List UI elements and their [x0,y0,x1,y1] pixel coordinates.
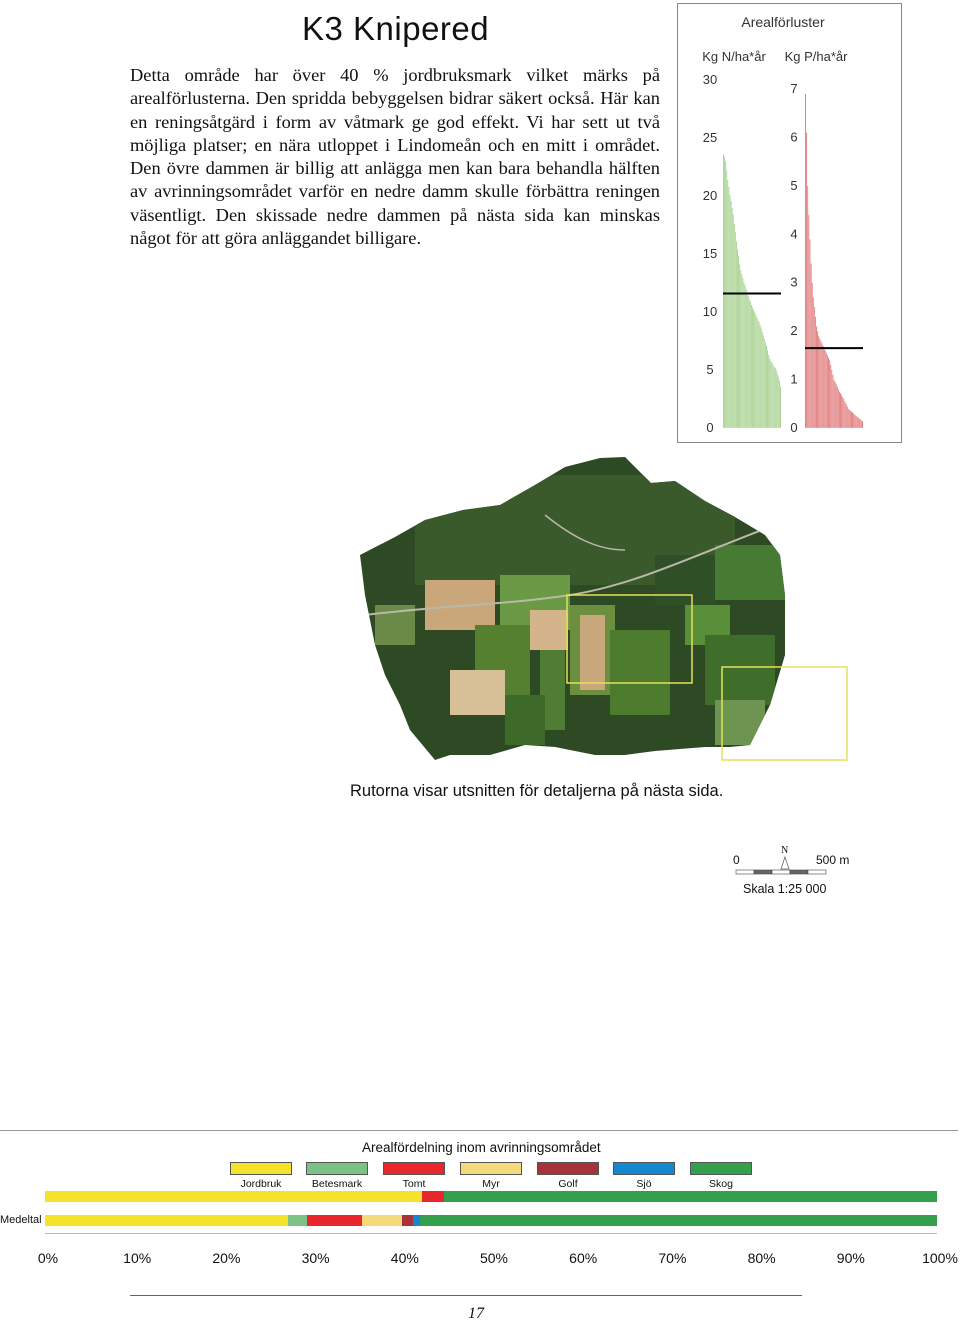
loss-bar [775,368,776,428]
legend-item [690,1162,752,1190]
loss-bar [831,370,832,428]
y-tick-label: 5 [706,362,714,377]
loss-bar [832,375,833,428]
loss-bar [744,285,745,428]
loss-bar [829,360,830,428]
loss-bar [812,283,813,428]
loss-bar [767,350,768,428]
loss-bar [765,342,766,428]
legend-item [613,1162,675,1190]
loss-bar [853,413,854,428]
loss-bar [747,292,748,428]
y-tick-label: 20 [702,188,718,203]
loss-bar [809,239,810,428]
legend-item [460,1162,522,1190]
loss-bar [820,341,821,428]
body-paragraph: Detta område har över 40 % jordbruksmark vilket märks på arealförlusterna. Den spridda bebyggelsen bidrar säkert också. Här kan en reningsåtgärd i form av våtmark ge god effekt. Vi har sett ut två möjliga platser; en nära utloppet i Lindomeån och en mitt i området. Den övre dammen är billig att anlägga men kan bara behandla hälften av avrinningsområdet varför en nedre damm skulle förbättra reningen väsentligt. Den skissade nedre dammen på nästa sida kan minskas något för att göra anläggandet billigare. [130,65,660,249]
loss-bar [726,170,727,428]
legend-item [383,1162,445,1190]
loss-bar [807,186,808,428]
loss-bar [855,415,856,428]
scale-zero-label: 0 [733,853,740,867]
legend-item [230,1162,292,1190]
bar-segment [444,1191,937,1202]
series-label-0: Kg N/ha*år [702,49,766,64]
x-tick-label: 90% [836,1250,865,1266]
loss-bar [766,346,767,428]
loss-bar [842,397,843,428]
loss-bar [758,321,759,428]
loss-bar [754,312,755,428]
legend-swatch [306,1162,368,1175]
x-tick-label: 40% [390,1250,419,1266]
loss-bar [761,328,762,428]
loss-bar [816,326,817,428]
loss-bar [763,335,764,428]
bar-segment [45,1215,288,1226]
loss-bar [734,224,735,428]
x-tick-label: 50% [479,1250,509,1266]
loss-bar [778,377,779,428]
y-tick-label: 10 [702,304,718,319]
legend-label: Betesmark [311,1178,363,1190]
loss-bar [733,215,734,428]
legend-swatch [690,1162,752,1175]
legend-swatch [383,1162,445,1175]
loss-bar [806,133,807,428]
legend-label: Tomt [402,1178,426,1190]
legend-label: Myr [482,1178,500,1190]
legend-label: Sjö [636,1178,652,1190]
loss-bar [762,332,763,428]
loss-bar [724,157,725,428]
loss-bar [836,384,837,428]
x-tick-label: 60% [569,1250,598,1266]
loss-bar [728,187,729,428]
loss-bar [830,365,831,428]
loss-bar [725,161,726,428]
loss-bar [805,94,806,428]
loss-bar [738,256,739,428]
loss-bar [817,331,818,428]
bar-segment [420,1215,936,1226]
loss-bar [723,154,724,428]
loss-bar [856,416,857,428]
loss-bar [731,201,732,428]
loss-bar [845,404,846,428]
north-arrow-label: N [781,845,789,856]
loss-bar [854,414,855,428]
loss-bar [840,393,841,428]
north-arrow-icon [781,857,789,869]
x-tick-label: 100% [922,1250,958,1266]
bar-segment [288,1215,308,1226]
bar-segment [402,1215,414,1226]
loss-bar [768,355,769,428]
loss-bar [750,302,751,428]
loss-bar [770,361,771,428]
loss-bar [780,386,781,428]
loss-bar [756,317,757,428]
loss-bar [776,370,777,428]
average-row-label: Medeltal [0,1214,42,1226]
loss-bar [838,389,839,428]
loss-bar [828,358,829,428]
loss-chart-title: Arealförluster [741,14,825,30]
loss-bar [729,195,730,428]
loss-bar [753,310,754,428]
loss-bar [858,417,859,428]
page-title: K3 Knipered [302,10,490,47]
legend-label: Golf [558,1178,578,1190]
legend-item [306,1162,368,1190]
scale-max-label: 500 m [816,853,850,867]
loss-bar [827,355,828,428]
scale-bar [725,845,865,900]
loss-bar [736,241,737,428]
loss-bar [749,299,750,428]
loss-bar [821,343,822,428]
loss-bar [743,282,744,428]
loss-bar [764,339,765,428]
loss-bar [849,410,850,428]
legend-swatch [537,1162,599,1175]
distribution-bar-average [45,1215,937,1226]
bar-segment [422,1191,443,1202]
x-tick-label: 80% [747,1250,776,1266]
x-tick-label: 0% [37,1250,59,1266]
loss-bar [755,314,756,428]
loss-bar [835,382,836,428]
y-tick-label: 25 [702,130,718,145]
distribution-title: Arealfördelning inom avrinningsområdet [362,1140,601,1155]
y-tick-label: 30 [702,72,718,87]
loss-bar [748,296,749,428]
loss-bar [735,232,736,428]
loss-bar [727,180,728,428]
legend-label: Jordbruk [240,1178,282,1190]
legend-label: Skog [709,1178,733,1190]
y-tick-label: 15 [702,246,718,261]
loss-bar [777,373,778,428]
x-tick-label: 30% [301,1250,330,1266]
loss-bar [859,418,860,428]
loss-bar [808,215,809,428]
footer-rule [130,1295,802,1296]
loss-bar [818,336,819,428]
scale-bar-graphic [725,845,865,885]
loss-bar [732,208,733,428]
loss-bar [837,387,838,428]
x-tick-label: 20% [212,1250,241,1266]
loss-bar [825,351,826,428]
loss-bar [844,401,845,428]
loss-bar [742,277,743,428]
legend-swatch [613,1162,675,1175]
legend-swatch [460,1162,522,1175]
map-caption: Rutorna visar utsnitten för detaljerna på nästa sida. [350,782,724,800]
loss-bar [757,319,758,428]
loss-bar [847,406,848,428]
aerial-photo-image [355,455,860,770]
y-tick-label: 3 [790,274,798,290]
loss-bar [741,274,742,428]
loss-bar [815,317,816,428]
loss-bar [771,362,772,428]
distribution-bar-area [45,1191,937,1202]
loss-bar [824,348,825,428]
loss-bar [823,346,824,428]
series-label-1: Kg P/ha*år [784,49,848,64]
loss-bar [737,249,738,428]
x-tick-label: 70% [658,1250,687,1266]
legend-item [537,1162,599,1190]
y-tick-label: 7 [790,81,798,96]
loss-bar [814,307,815,428]
y-tick-label: 0 [706,420,714,435]
y-tick-label: 4 [790,226,798,242]
distribution-axis [45,1233,937,1234]
loss-bar [841,395,842,428]
y-tick-label: 2 [790,323,798,339]
section-divider [0,1130,958,1131]
loss-bar [833,380,834,428]
loss-bar [843,399,844,428]
loss-bar [769,358,770,428]
loss-bar [779,380,780,428]
bar-segment [413,1215,420,1226]
loss-bar [852,413,853,429]
y-tick-label: 0 [790,420,798,435]
page-number: 17 [468,1305,484,1322]
loss-bar [752,307,753,428]
y-tick-label: 5 [790,177,798,193]
aerial-map [355,455,860,770]
bar-segment [307,1215,361,1226]
loss-bar [839,392,840,428]
area-loss-chart [677,3,902,443]
loss-bar [862,421,863,428]
loss-bar [861,420,862,428]
loss-bar [810,263,811,428]
y-tick-label: 1 [790,371,798,387]
loss-bar [813,297,814,428]
y-tick-label: 6 [790,129,798,145]
loss-bar [850,411,851,428]
loss-bar [773,367,774,428]
loss-bar [848,409,849,428]
area-loss-chart-svg [678,4,903,444]
loss-bar [851,412,852,428]
loss-bar [826,353,827,428]
x-tick-label: 10% [123,1250,152,1266]
loss-bar [760,325,761,428]
loss-bar [819,338,820,428]
loss-bar [860,419,861,428]
loss-bar [739,264,740,428]
legend-swatch [230,1162,292,1175]
bar-segment [362,1215,402,1226]
loss-bar [772,364,773,428]
bar-segment [45,1191,422,1202]
scale-ratio-label: Skala 1:25 000 [743,882,827,896]
loss-bar [746,289,747,428]
loss-bar [751,305,752,428]
